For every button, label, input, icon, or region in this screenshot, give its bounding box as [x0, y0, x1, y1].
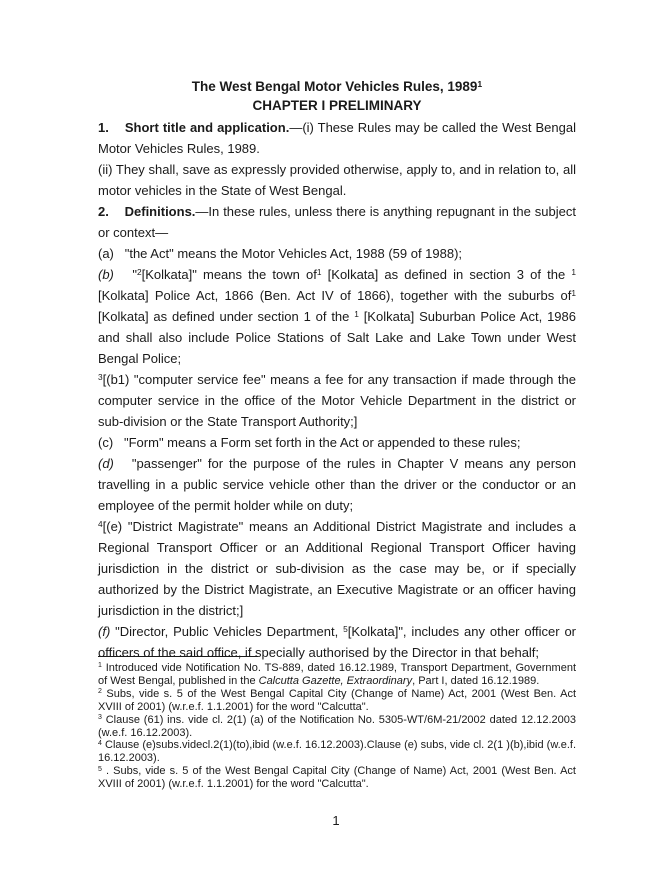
paragraph [98, 264, 576, 369]
text-run: "passenger" for the purpose of the rules in Chapter V means any person travelling in a public service vehicle other than the driver or the conductor or an employee of the permit holder while on duty; [98, 456, 576, 513]
text-run: , Part I, dated 16.12.1989. [412, 674, 540, 687]
document-header [98, 77, 576, 115]
footnote-ref: 3 [98, 714, 102, 722]
footnote-ref: 1 [571, 287, 576, 298]
text-run: (ii) They shall, save as expressly provided otherwise, apply to, and in relation to, all motor vehicles in the State of West Bengal. [98, 162, 576, 198]
footnote-ref: 3 [98, 371, 103, 382]
paragraph [98, 516, 576, 621]
text-run: Clause (e)subs.videcl.2(1)(to),ibid (w.e.f. 16.12.2003).Clause (e) subs, vide cl. 2(1 )(b),ibid (w.e.f. 16.12.2003). [98, 739, 576, 765]
footnote [98, 739, 576, 765]
text-run: (c) "Form" means a Form set forth in the Act or appended to these rules; [98, 435, 521, 450]
text-run: 1. Short title and application. [98, 120, 290, 135]
text-run: Calcutta Gazette, Extraordinary [258, 674, 413, 687]
text-run: (b) [98, 267, 114, 282]
paragraph [98, 369, 576, 432]
text-run: Introduced vide Notification No. TS-889, dated 16.12.1989, Transport Department, Government of West Bengal, published in the [98, 662, 576, 687]
footnote-ref: 5 [98, 765, 102, 773]
footnote-ref: 1 [98, 662, 102, 670]
text-run: (a) "the Act" means the Motor Vehicles Act, 1988 (59 of 1988); [98, 246, 463, 261]
text-run: (d) [98, 456, 114, 471]
footnote-ref: 4 [98, 518, 103, 529]
footnote-ref: 1 [477, 78, 483, 89]
text-run: —(i) These Rules may be called the West Bengal Motor Vehicles Rules, 1989. [98, 120, 576, 156]
paragraph [98, 243, 576, 264]
footnote-ref: 4 [98, 739, 102, 747]
text-run: [Kolkata] Suburban Police Act, 1986 and shall also include Police Stations of Salt Lake and Lake Town under West Bengal Police; [98, 309, 576, 366]
text-run: The West Bengal Motor Vehicles Rules, 1989 [191, 79, 478, 94]
footnotes [98, 662, 576, 791]
text-run: [Kolkata]" means the town of [141, 267, 317, 282]
page-number: 1 [332, 813, 340, 828]
text-run: (f) [98, 624, 111, 639]
text-run: [(b1) "computer service fee" means a fee for any transaction if made through the computer service in the office of the Motor Vehicle Department in the district or sub-division or the State Transport Authority;] [98, 372, 576, 429]
text-run: "Director, Public Vehicles Department, [110, 624, 344, 639]
footnote-ref: 1 [354, 308, 359, 319]
text-run: . Subs, vide s. 5 of the West Bengal Capital City (Change of Name) Act, 2001 (West Ben. Act XVIII of 2001) (w.r.e.f. 1.1.2001) for the word "Calcutta". [98, 765, 576, 791]
footnote-ref: 2 [137, 266, 142, 277]
footnote-ref: 5 [343, 623, 348, 634]
footnote [98, 688, 576, 714]
footnote [98, 714, 576, 740]
text-run: Clause (61) ins. vide cl. 2(1) (a) of the Notification No. 5305-WT/6M-21/2002 dated 12.12.2003 (w.e.f. 16.12.2003). [98, 713, 576, 739]
footnote [98, 765, 576, 791]
footnote-ref: 1 [571, 266, 576, 277]
text-run: [Kolkata] as defined in section 3 of the [321, 267, 572, 282]
document-title [98, 77, 576, 96]
paragraph [98, 432, 576, 453]
paragraph [98, 117, 576, 159]
paragraph [98, 159, 576, 201]
paragraph [98, 453, 576, 516]
footnote-ref: 1 [316, 266, 322, 277]
document-body [98, 117, 576, 663]
footnote-separator [98, 656, 258, 657]
text-run: 2. Definitions. [98, 204, 196, 219]
text-run: " [113, 267, 137, 282]
text-run: [Kolkata]", includes any other officer or officers of the said office, if specially authorised by the Director in that behalf; [98, 624, 576, 660]
text-run: Subs, vide s. 5 of the West Bengal Capital City (Change of Name) Act, 2001 (West Ben. Act XVIII of 2001) (w.r.e.f. 1.1.2001) for the word "Calcutta". [98, 687, 576, 713]
text-run: [(e) "District Magistrate" means an Additional District Magistrate and includes a Regional Transport Officer or an Additional Regional Transport Officer having jurisdiction in the district or sub-division as the case may be, or if specially authorized by the District Magistrate, an Executive Magistrate or an officer having jurisdiction in the district;] [98, 519, 576, 618]
text-run: [Kolkata] as defined under section 1 of the [98, 309, 355, 324]
text-run: [Kolkata] Police Act, 1866 (Ben. Act IV of 1866), together with the suburbs of [98, 288, 572, 303]
text-run: —In these rules, unless there is anything repugnant in the subject or context— [98, 204, 576, 240]
footnote-ref: 2 [98, 688, 102, 696]
chapter-heading: CHAPTER I PRELIMINARY [252, 98, 422, 113]
footnote [98, 662, 576, 688]
paragraph [98, 201, 576, 243]
